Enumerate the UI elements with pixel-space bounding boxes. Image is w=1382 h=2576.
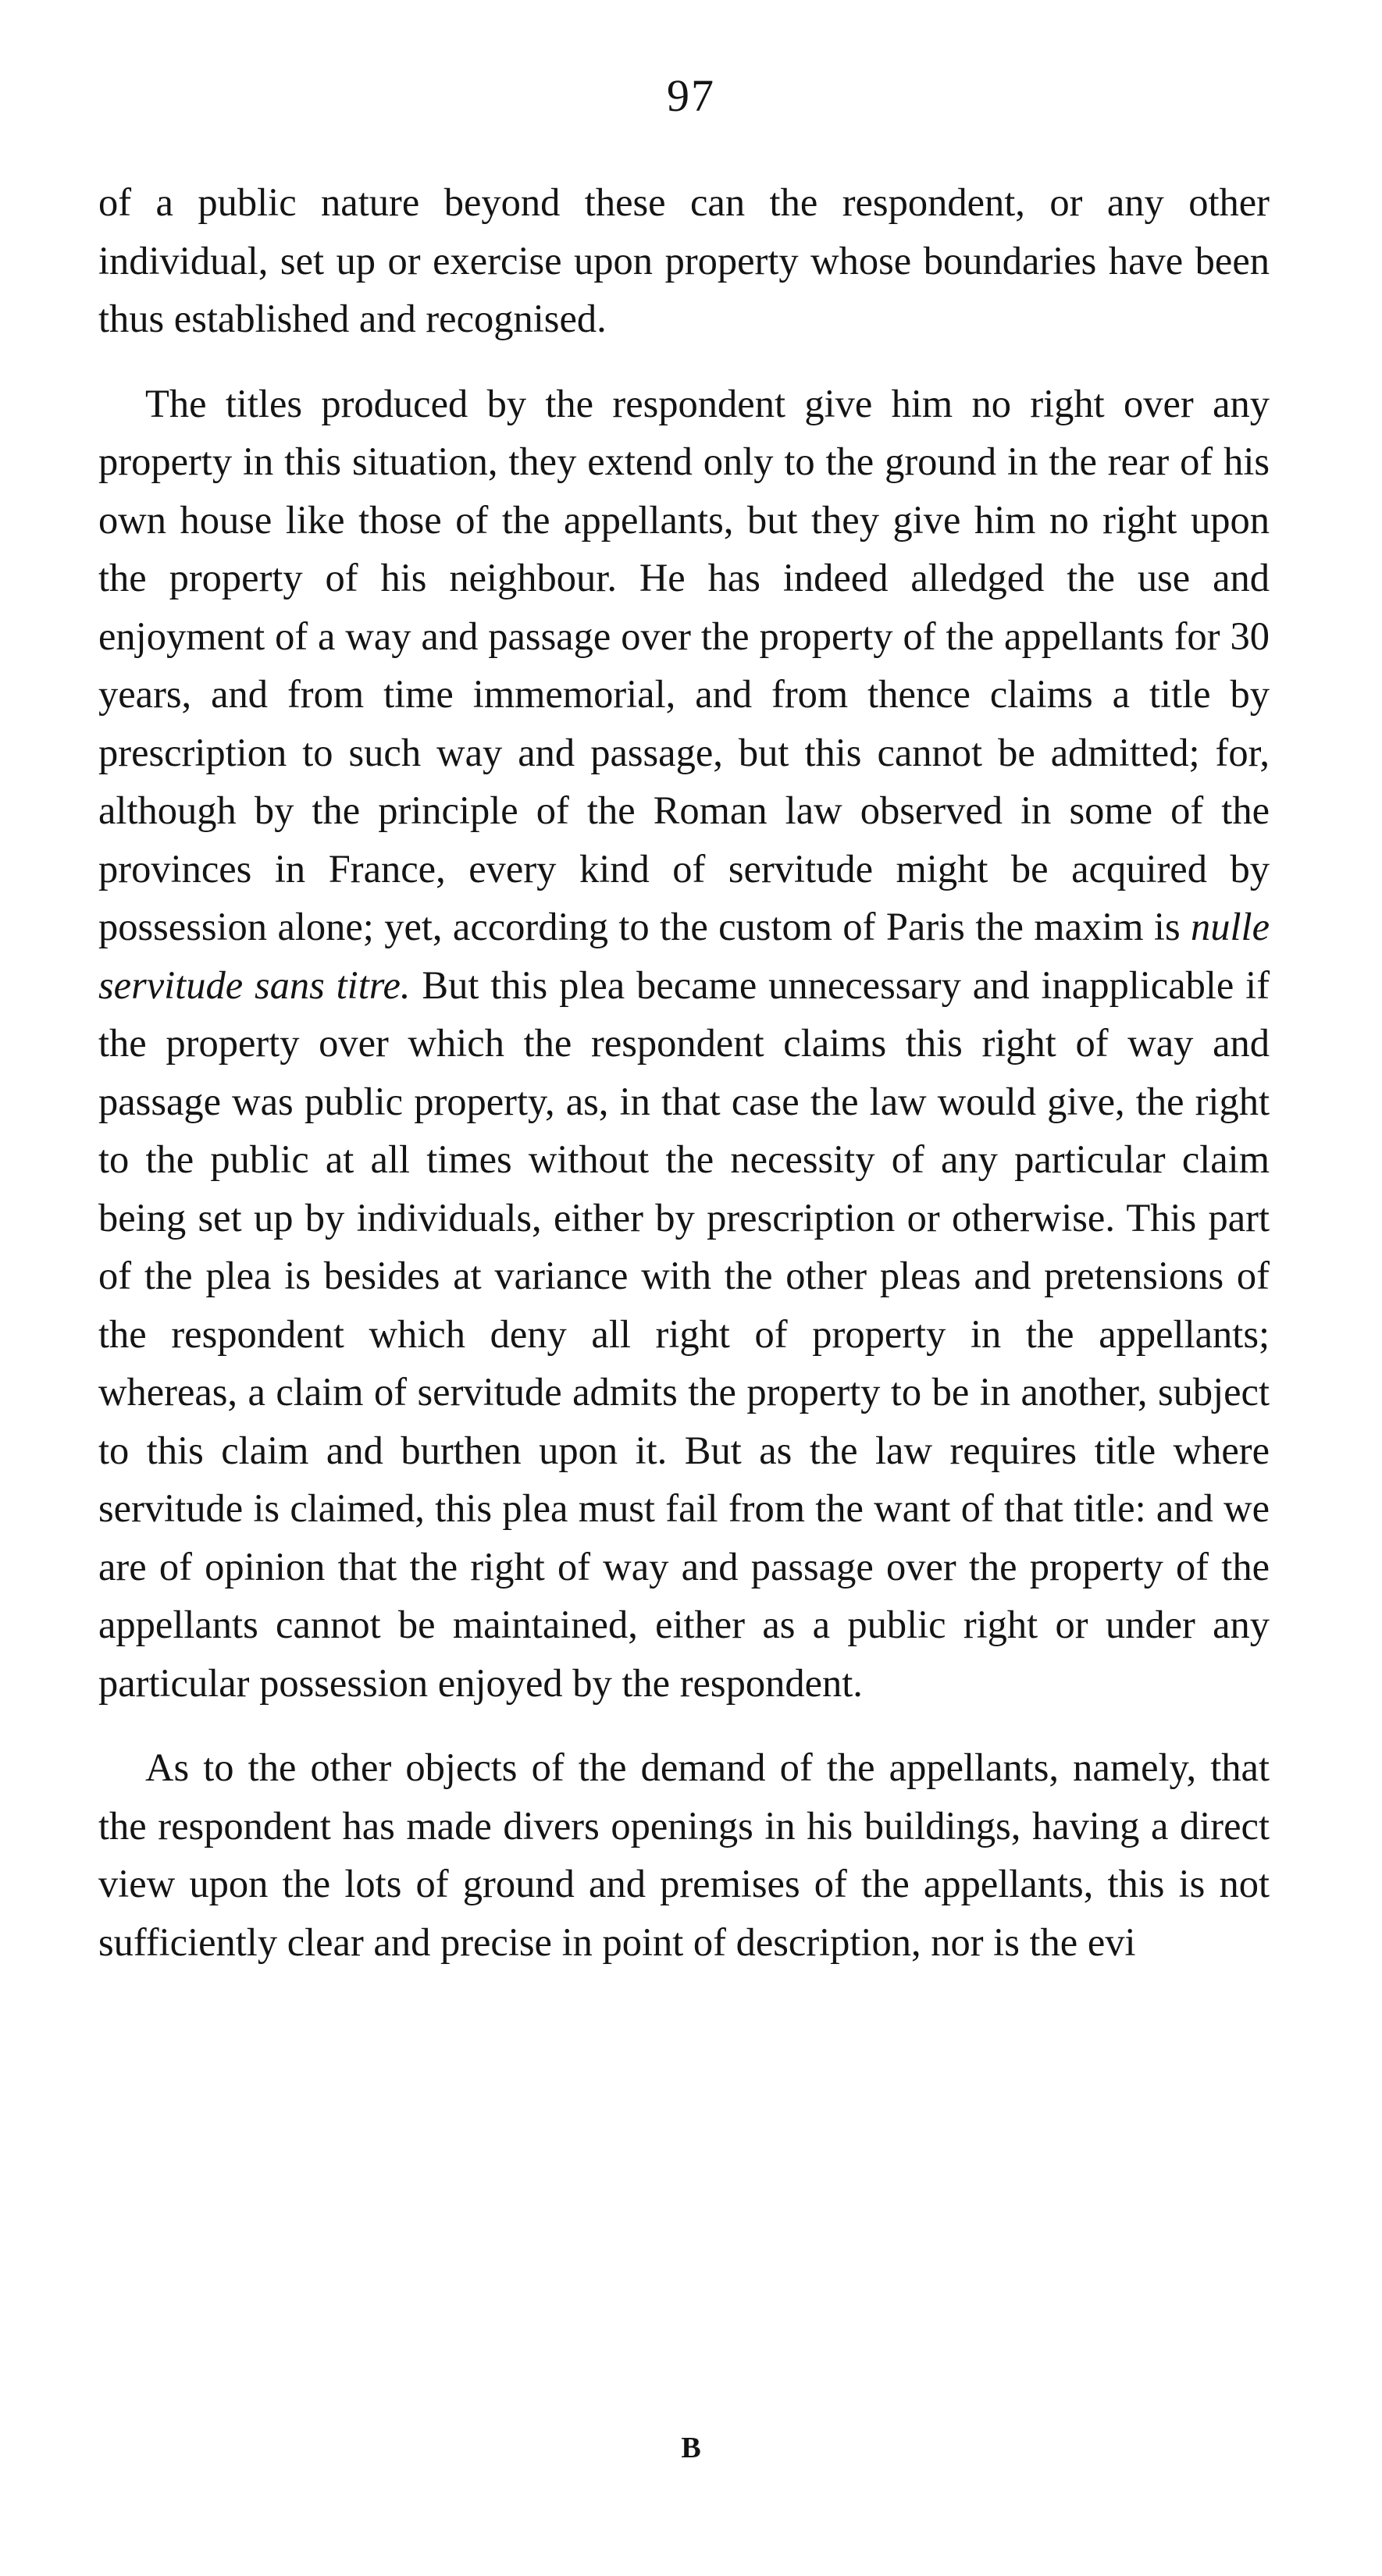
page-body: [98, 173, 1270, 1971]
legal-maxim: nulle servitude sans titre.: [98, 905, 1270, 1007]
paragraph-titles-text-before: The titles produced by the respondent give him no right over any property in this situation, they extend only to the ground in the rear of his own house like those of the appellants, but they give him no right upon the property of his neighbour. He has indeed alledged the use and enjoyment of a way and passage over the property of the appellants for 30 years, and from time immemorial, and from thence claims a title by prescription to such way and passage, but this cannot be admitted; for, although by the principle of the Roman law observed in some of the provinces in France, every kind of servitude might be acquired by possession alone; yet, according to the custom of Paris the maxim is: [98, 381, 1270, 948]
paragraph-continuation: of a public nature beyond these can the respondent, or any other individual, set up or exercise upon property whose boundaries have been thus established and recognised.: [98, 180, 1270, 340]
page-number: 97: [667, 70, 715, 121]
printer-signature-mark: B: [681, 2432, 701, 2464]
paragraph-titles-text-after: But this plea became unnecessary and inapplicable if the property over which the respondent claims this right of way and passage was public property, as, in that case the law would give, the right to the public at all times without the necessity of any particular claim being set up by individuals, either by prescription or otherwise. This part of the plea is besides at variance with the other pleas and pretensions of the respondent which deny all right of property in the appellants; whereas, a claim of servitude admits the property to be in another, subject to this claim and burthen upon it. But as the law requires title where servitude is claimed, this plea must fail from the want of that title: and we are of opinion that the right of way and passage over the property of the appellants cannot be maintained, either as a public right or under any particular possession enjoyed by the respondent.: [98, 962, 1270, 1705]
paragraph-titles: [98, 375, 1270, 1713]
paragraph-other-objects: As to the other objects of the demand of the appellants, namely, that the respondent has made divers openings in his buildings, having a direct view upon the lots of ground and premises of the appellants, this is not sufficiently clear and precise in point of description, nor is the evi: [98, 1745, 1270, 1964]
